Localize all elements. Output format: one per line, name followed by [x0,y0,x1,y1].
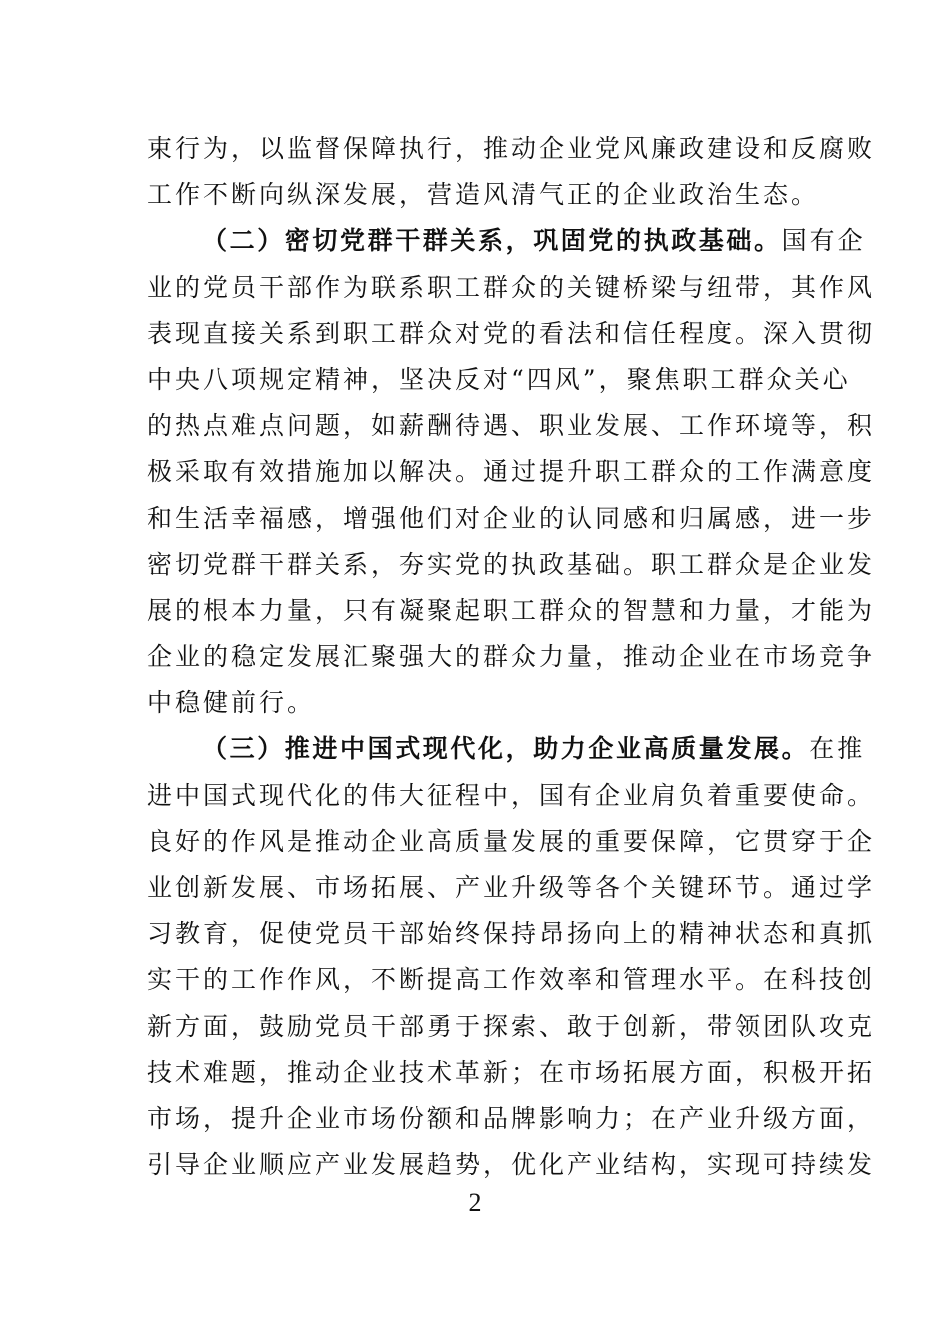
section-2-first-line [147,218,866,264]
text-line: 实干的工作作风，不断提高工作效率和管理水平。在科技创 [147,965,876,995]
text-line: 新方面，鼓励党员干部勇于探索、敢于创新，带领团队攻克 [147,1011,876,1041]
text-line: 中稳健前行。 [147,688,316,718]
text-line: 束行为，以监督保障执行，推动企业党风廉政建设和反腐败 [147,134,876,163]
section-3-heading: （三）推进中国式现代化，助力企业高质量发展。 [202,734,810,764]
text-line: 业创新发展、市场拓展、产业升级等各个关键环节。通过学 [147,873,876,902]
text-line: 工作不断向纵深发展，营造风清气正的企业政治生态。 [147,180,820,210]
text-line: 习教育，促使党员干部始终保持昂扬向上的精神状态和真抓 [147,919,876,949]
text-line: 业的党员干部作为联系职工群众的关键桥梁与纽带，其作风 [147,272,876,302]
text-line: 引导企业顺应产业发展趋势，优化产业结构，实现可持续发 [147,1150,876,1180]
section-2-heading: （二）密切党群干群关系，巩固党的执政基础。 [202,226,782,256]
text-line: 技术难题，推动企业技术革新；在市场拓展方面，积极开拓 [147,1057,876,1087]
body-text [147,126,876,1188]
page-number: 2 [468,1188,482,1217]
text-line: 市场，提升企业市场份额和品牌影响力；在产业升级方面， [147,1103,876,1133]
section-3-first-line [147,726,866,772]
text-line: 企业的稳定发展汇聚强大的群众力量，推动企业在市场竞争 [147,642,876,672]
section-2-first-line-text: 国有企 [781,226,866,256]
text-line: 的热点难点问题，如薪酬待遇、职业发展、工作环境等，积 [147,411,876,441]
section-3-first-line-text: 在推 [809,734,866,764]
text-line: 极采取有效措施加以解决。通过提升职工群众的工作满意度 [147,457,876,487]
text-line: 表现直接关系到职工群众对党的看法和信任程度。深入贯彻 [147,318,876,348]
text-line: 良好的作风是推动企业高质量发展的重要保障，它贯穿于企 [147,826,876,856]
text-line: 密切党群干群关系，夯实党的执政基础。职工群众是企业发 [147,549,876,579]
text-line: 进中国式现代化的伟大征程中，国有企业肩负着重要使命。 [147,780,876,810]
text-line: 和生活幸福感，增强他们对企业的认同感和归属感，进一步 [147,503,876,533]
text-line: 中央八项规定精神，坚决反对“四风”，聚焦职工群众关心 [147,364,851,394]
text-line: 展的根本力量，只有凝聚起职工群众的智慧和力量，才能为 [147,595,876,625]
